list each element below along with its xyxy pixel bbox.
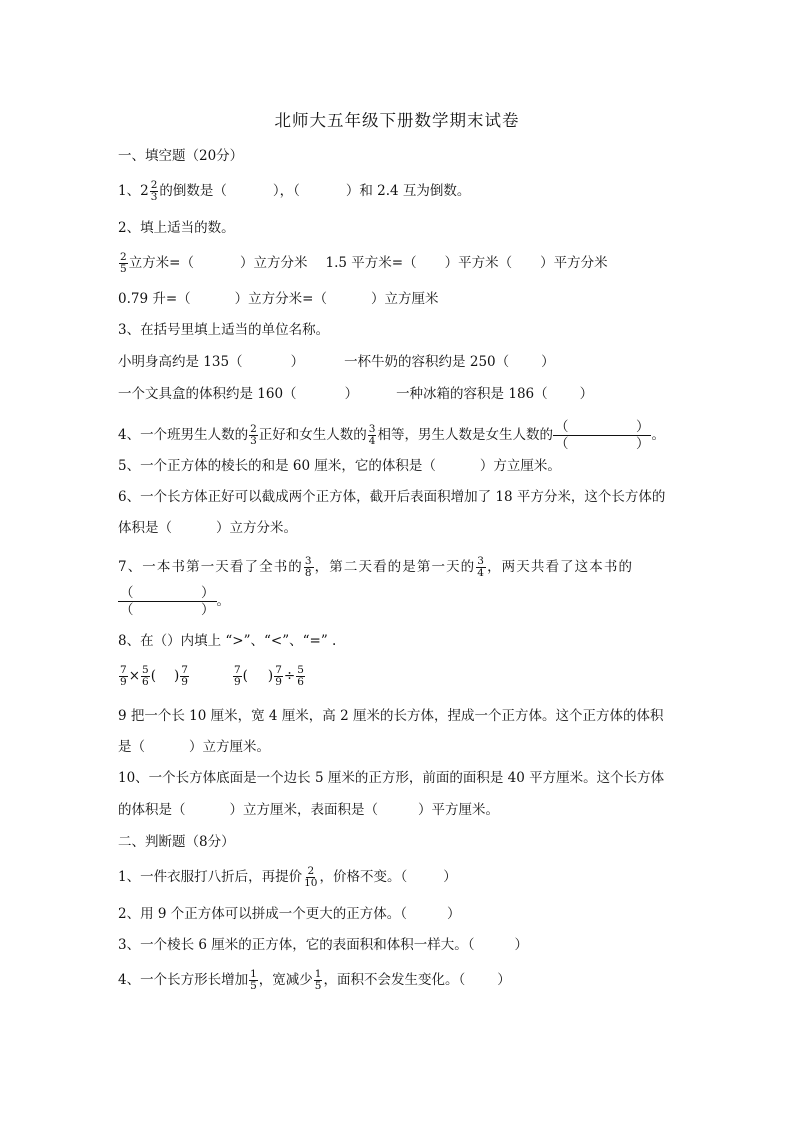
fraction: $\frac{3}{4}$ <box>477 555 486 579</box>
fraction: $\frac{5}{6}$ <box>142 664 149 688</box>
question-6-line-1: 6、一个长方体正好可以截成两个正方体，截开后表面积增加了 18 平方分米，这个长方体的 <box>118 489 666 505</box>
fraction: $\frac{7}{9}$ <box>275 664 282 688</box>
fraction: $\frac{2}{3}$ <box>250 423 257 447</box>
question-8-heading: 8、在（）内填上 “>”、“<”、“=” . <box>118 633 337 649</box>
section-2-heading: 二、判断题（8分） <box>118 834 235 850</box>
judgement-3: 3、一个棱长 6 厘米的正方体，它的表面积和体积一样大。（ ） <box>118 937 529 953</box>
question-2-heading: 2、填上适当的数。 <box>118 220 235 236</box>
question-2-line-2: 0.79 升=（ ）立方分米=（ ）立方厘米 <box>118 291 439 307</box>
fraction: $\frac{5}{6}$ <box>297 664 304 688</box>
judgement-4: 4、一个长方形长增加 $\frac{1}{5}$ ，宽减少 $\frac{1}{5}$ ，面积不会发生变化。（ ） <box>118 968 511 992</box>
compare-blank-close[interactable]: ) <box>267 668 274 684</box>
compare-blank-open[interactable]: ( <box>150 668 156 684</box>
question-3-line-1: 小明身高约是 135（ ） 一杯牛奶的容积约是 250（ ） <box>118 354 555 370</box>
fraction: $\frac{7}{9}$ <box>120 664 127 688</box>
fraction: $\frac{2}{5}$ <box>120 251 127 275</box>
question-9-line-1: 9 把一个长 10 厘米，宽 4 厘米，高 2 厘米的长方体，捏成一个正方体。这个正方体的体积 <box>118 708 664 724</box>
question-10-line-2: 的体积是（ ）立方厘米，表面积是（ ）平方厘米。 <box>118 802 499 818</box>
question-7: 7、一本书第一天看了全书的 $\frac{3}{8}$ ，第二天看的是第一天的 $\frac{3}{4}$ ，两天共看了这本书的 <box>118 555 634 579</box>
question-7-answer: $\frac{( )}{( )}$ 。 <box>120 585 230 618</box>
question-8-expressions: $\frac{7}{9}$ × $\frac{5}{6}$ ( ) $\frac{7}{9}$ $\frac{7}{9}$ ( ) $\frac{7}{9}$ ÷ $\frac{5}{6}$ <box>120 664 304 688</box>
judgement-1: 1、一件衣服打八折后，再提价 $\frac{2}{10}$ ，价格不变。（ ） <box>118 865 457 889</box>
question-10-line-1: 10、一个长方体底面是一个边长 5 厘米的正方形，前面的面积是 40 平方厘米。这个长方体 <box>118 770 665 786</box>
exam-title: 北师大五年级下册数学期末试卷 <box>274 111 520 130</box>
answer-fraction-blank[interactable]: $\frac{( )}{( )}$ <box>120 585 215 618</box>
fraction: $\frac{7}{9}$ <box>181 664 188 688</box>
fraction: $\frac{2}{3}$ <box>150 179 158 203</box>
question-2-line-1: $\frac{2}{5}$ 立方米=（ ）立方分米 1.5 平方米=（ ）平方米（ ）平方分米 <box>120 251 608 275</box>
fraction: $\frac{7}{9}$ <box>233 664 241 688</box>
fraction: $\frac{1}{5}$ <box>314 968 322 992</box>
section-1-heading: 一、填空题（20分） <box>118 148 244 164</box>
question-3-line-2: 一个文具盒的体积约是 160（ ） 一种冰箱的容积是 186（ ） <box>118 386 594 402</box>
answer-fraction-blank[interactable]: $\frac{( )}{( )}$ <box>554 419 650 452</box>
question-6-line-2: 体积是（ ）立方分米。 <box>118 520 297 536</box>
judgement-2: 2、用 9 个正方体可以拼成一个更大的正方体。（ ） <box>118 906 461 922</box>
compare-blank-open[interactable]: ( <box>242 668 248 684</box>
question-4: 4、一个班男生人数的 $\frac{2}{3}$ 正好和女生人数的 $\frac{3}{4}$ 相等，男生人数是女生人数的 $\frac{( )}{( )}$ 。 <box>118 419 665 452</box>
fraction: $\frac{1}{5}$ <box>250 968 257 992</box>
question-9-line-2: 是（ ）立方厘米。 <box>118 739 270 755</box>
question-3-heading: 3、在括号里填上适当的单位名称。 <box>118 322 330 338</box>
fraction: $\frac{2}{10}$ <box>304 865 318 889</box>
fraction: $\frac{3}{8}$ <box>304 555 313 579</box>
question-1: 1、2 $\frac{2}{3}$ 的倒数是（ ），（ ）和 2.4 互为倒数。 <box>118 179 471 203</box>
question-5: 5、一个正方体的棱长的和是 60 厘米，它的体积是（ ）方立厘米。 <box>118 458 561 474</box>
fraction: $\frac{3}{4}$ <box>368 423 376 447</box>
compare-blank-close[interactable]: ) <box>173 668 180 684</box>
